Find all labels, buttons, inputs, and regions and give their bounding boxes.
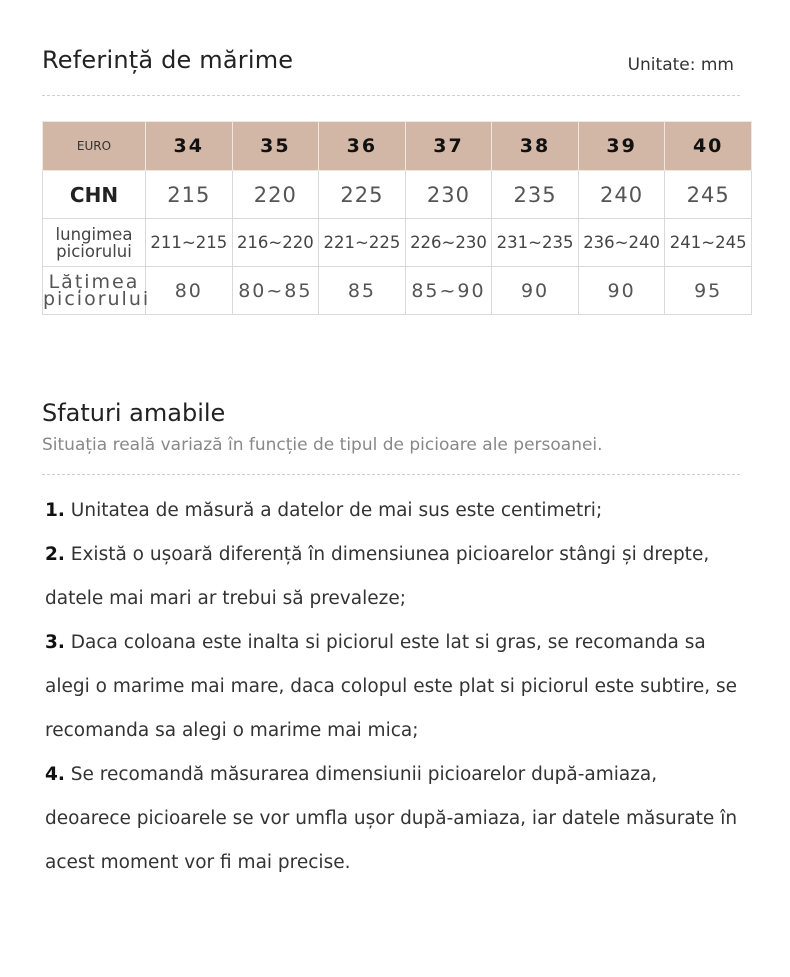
tip-item — [45, 621, 745, 753]
tip-number: 1. — [45, 500, 65, 521]
tips-note: Situația reală variază în funcție de tipul de picioare ale persoanei. — [42, 435, 603, 455]
page-title: Referință de mărime — [42, 46, 294, 74]
divider — [42, 474, 740, 475]
table-cell: 220 — [232, 171, 319, 219]
unit-label: Unitate: mm — [627, 55, 734, 75]
table-cell: 215 — [146, 171, 233, 219]
tip-number: 2. — [45, 544, 65, 565]
table-cell: 85 — [319, 267, 406, 315]
table-row-length — [43, 219, 752, 267]
row-label-euro: EURO — [43, 122, 146, 171]
tip-text: Se recomandă măsurarea dimensiunii picioarelor după-amiaza, deoarece picioarele se vor umfla ușor după-amiaza, iar datele măsurate în acest moment vor fi mai precise. — [45, 764, 738, 873]
tip-number: 4. — [45, 764, 65, 785]
euro-size: 40 — [665, 122, 752, 171]
euro-size: 39 — [578, 122, 665, 171]
table-cell: 236~240 — [578, 219, 665, 267]
row-label-length: lungimea piciorului — [43, 219, 146, 267]
euro-size: 35 — [232, 122, 319, 171]
tip-text: Există o ușoară diferență în dimensiunea picioarelor stângi și drepte, datele mai mari ar trebui să prevaleze; — [45, 544, 710, 609]
tip-text: Daca coloana este inalta si piciorul este lat si gras, se recomanda sa alegi o marime mai mare, daca colopul este plat si piciorul este subtire, se recomanda sa alegi o marime mai mica; — [45, 632, 738, 741]
table-cell: 245 — [665, 171, 752, 219]
euro-size: 37 — [405, 122, 492, 171]
tips-list — [45, 489, 745, 885]
table-cell: 226~230 — [405, 219, 492, 267]
euro-size: 38 — [492, 122, 579, 171]
row-label-width: Lățimea piciorului — [43, 267, 146, 315]
table-row-width — [43, 267, 752, 315]
table-cell: 80 — [146, 267, 233, 315]
table-cell: 240 — [578, 171, 665, 219]
tip-text: Unitatea de măsură a datelor de mai sus este centimetri; — [70, 500, 603, 521]
euro-size: 34 — [146, 122, 233, 171]
table-cell: 231~235 — [492, 219, 579, 267]
table-cell: 80~85 — [232, 267, 319, 315]
tip-number: 3. — [45, 632, 65, 653]
table-cell: 241~245 — [665, 219, 752, 267]
divider — [42, 95, 740, 96]
table-cell: 90 — [578, 267, 665, 315]
table-cell: 225 — [319, 171, 406, 219]
table-cell: 235 — [492, 171, 579, 219]
tip-item — [45, 753, 745, 885]
euro-size: 36 — [319, 122, 406, 171]
table-cell: 216~220 — [232, 219, 319, 267]
table-cell: 230 — [405, 171, 492, 219]
table-cell: 95 — [665, 267, 752, 315]
table-cell: 211~215 — [146, 219, 233, 267]
row-label-chn: CHN — [43, 171, 146, 219]
table-cell: 90 — [492, 267, 579, 315]
table-cell: 85~90 — [405, 267, 492, 315]
tip-item — [45, 489, 745, 533]
table-row-euro — [43, 122, 752, 171]
table-row-chn — [43, 171, 752, 219]
tip-item — [45, 533, 745, 621]
tips-title: Sfaturi amabile — [42, 399, 226, 427]
size-table — [42, 121, 752, 315]
table-cell: 221~225 — [319, 219, 406, 267]
